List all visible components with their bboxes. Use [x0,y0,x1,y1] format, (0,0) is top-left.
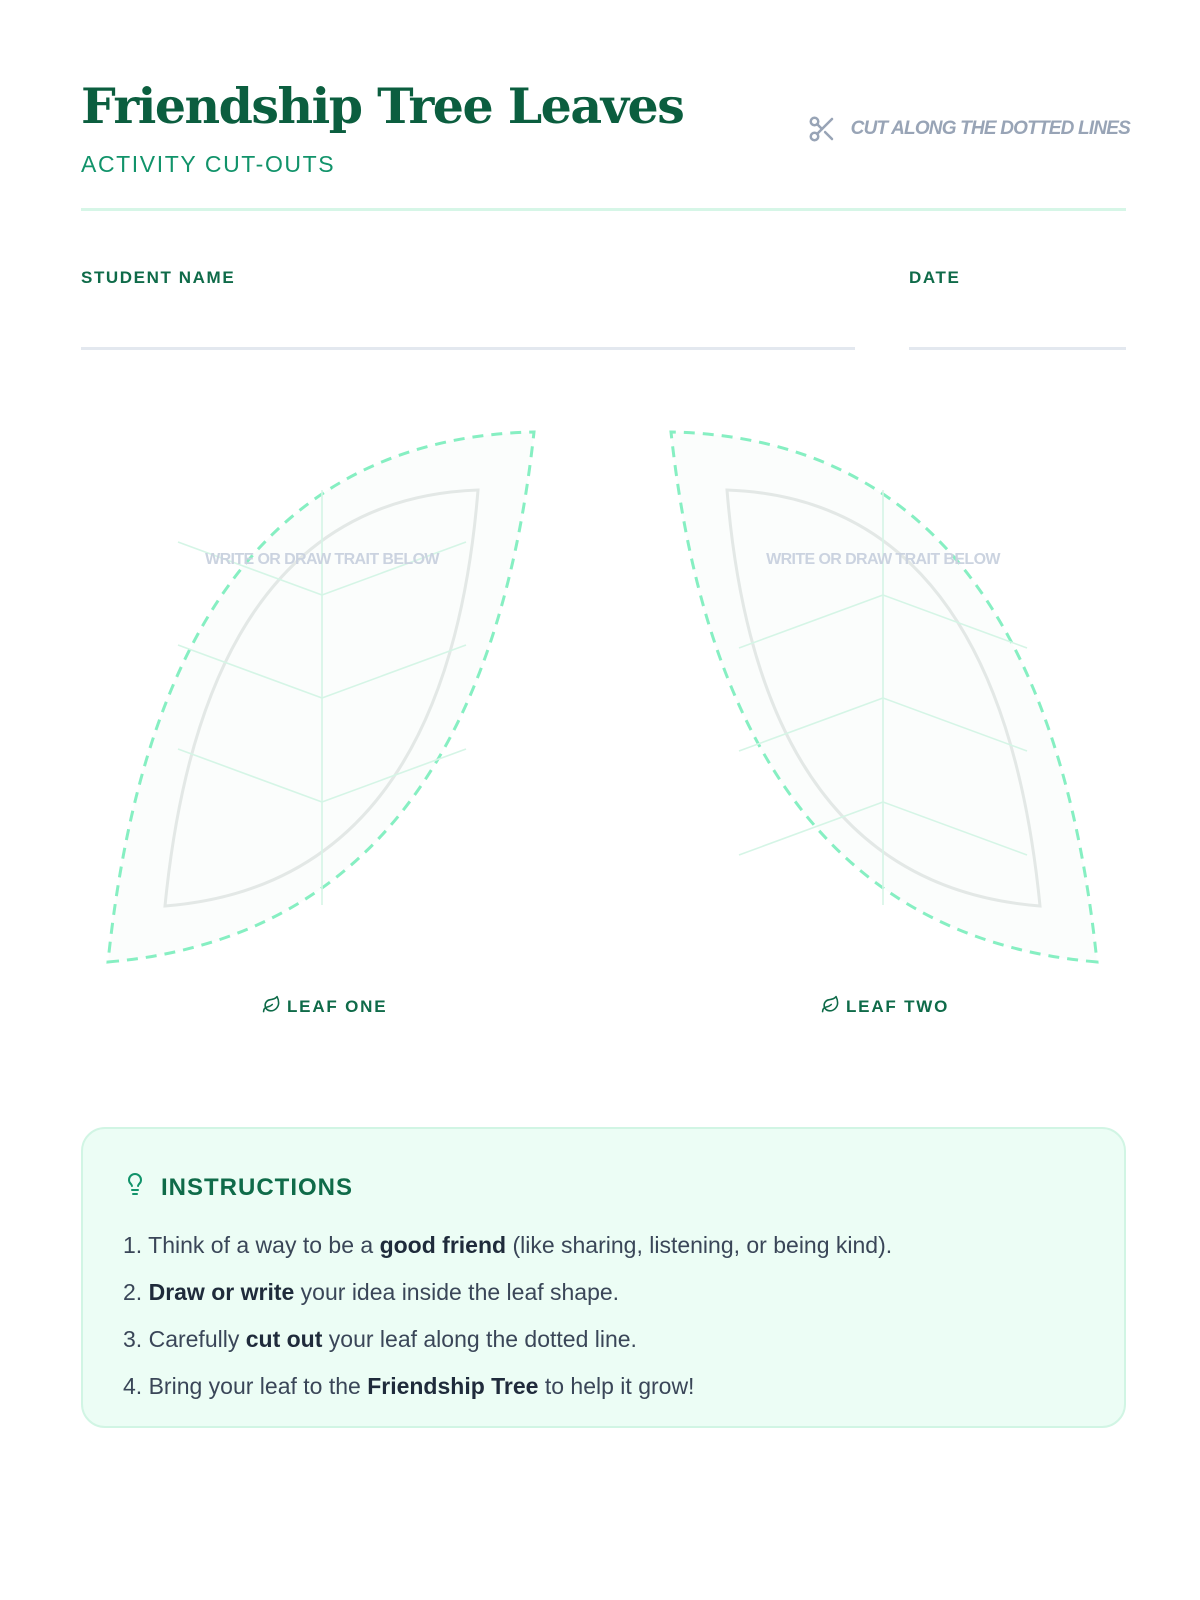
instruction-number: 2. [123,1279,143,1305]
instruction-number: 3. [123,1326,143,1352]
cut-note-text: CUT ALONG THE DOTTED LINES [850,118,1130,139]
leaf-two-hint: WRITE OR DRAW TRAIT BELOW [766,551,1000,568]
instruction-item [123,1269,892,1316]
instruction-text: (like sharing, listening, or being kind). [506,1232,893,1258]
leaf-two-shape[interactable] [671,432,1097,962]
leaf-one-label: LEAF ONE [262,995,387,1019]
instruction-text: your leaf along the dotted line. [322,1326,637,1352]
instructions-heading: INSTRUCTIONS [161,1173,353,1201]
instruction-emphasis: Draw or write [148,1279,295,1305]
lightbulb-icon [123,1171,147,1204]
instruction-text: Carefully [148,1326,246,1352]
instruction-text: to help it grow! [538,1373,695,1399]
instruction-emphasis: good friend [379,1232,507,1258]
instruction-number: 1. [123,1232,143,1258]
date-label: DATE [909,268,961,287]
leaf-two-label: LEAF TWO [821,995,949,1019]
leaf-icon [262,995,281,1019]
page-subtitle: ACTIVITY CUT-OUTS [81,151,336,177]
instructions-panel [81,1127,1126,1428]
instruction-text: Bring your leaf to the [148,1373,368,1399]
leaf-one-hint: WRITE OR DRAW TRAIT BELOW [205,551,439,568]
instruction-emphasis: Friendship Tree [367,1373,539,1399]
instruction-item [123,1363,892,1410]
instruction-item [123,1222,892,1269]
scissors-icon [807,114,837,144]
leaf-one-shape[interactable] [108,432,534,962]
page-title: Friendship Tree Leaves [81,77,684,135]
student-name-label: STUDENT NAME [81,268,236,287]
date-line[interactable] [909,347,1126,350]
leaf-cutouts [0,400,1200,1000]
instructions-header [123,1171,353,1204]
student-name-line[interactable] [81,347,855,350]
instruction-number: 4. [123,1373,143,1399]
header-divider [81,208,1126,211]
instruction-item [123,1316,892,1363]
leaf-icon [821,995,840,1019]
instructions-list [123,1222,892,1410]
instruction-text: your idea inside the leaf shape. [294,1279,620,1305]
instruction-emphasis: cut out [245,1326,323,1352]
cut-note [807,114,1130,144]
instruction-text: Think of a way to be a [148,1232,380,1258]
